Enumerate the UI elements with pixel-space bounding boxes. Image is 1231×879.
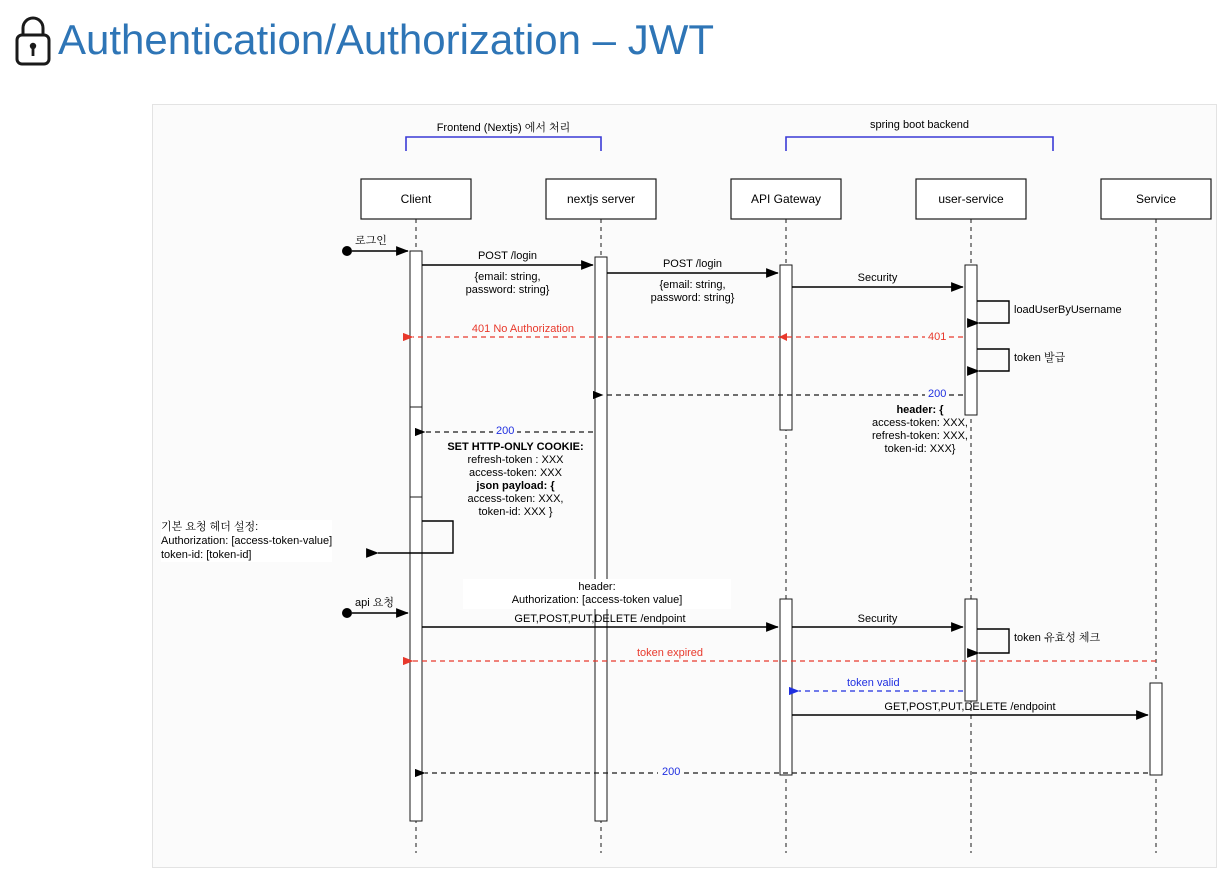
group-label-frontend: Frontend (Nextjs) 에서 처리 [436, 122, 571, 134]
message-label-token-validity-check: token 유효성 체크 [1014, 632, 1101, 644]
note-line3: token-id: [token-id] [161, 549, 252, 561]
message-label-200-b: 200 [493, 425, 517, 438]
note-default-request-header [161, 520, 332, 562]
message-label-api-request: api 요청 [355, 597, 394, 609]
page-title [14, 14, 714, 66]
message-label-header-block-line4: token-id: XXX} [884, 443, 956, 455]
message-label-cookie-line6: token-id: XXX } [478, 506, 553, 518]
message-label-cookie-line5: access-token: XXX, [467, 493, 564, 505]
message-label-post-login-1: POST /login [477, 250, 538, 262]
message-label-body-1-line2: password: string} [465, 284, 550, 296]
message-label-header-block-line2: access-token: XXX, [872, 417, 968, 429]
message-label-endpoint-1: GET,POST,PUT,DELETE /endpoint [514, 613, 686, 625]
participant-user-service: user-service [938, 192, 1004, 206]
message-label-body-2-line2: password: string} [650, 292, 735, 304]
note-line1: 기본 요청 헤더 설정: [161, 521, 259, 533]
message-label-login: 로그인 [355, 235, 387, 247]
message-label-header-block-line1: header: { [896, 404, 944, 416]
sequence-diagram-graphics [153, 105, 1218, 869]
message-label-header-auth: Authorization: [access-token value] [511, 594, 683, 606]
message-label-200-a: 200 [925, 388, 949, 401]
diagram-panel [152, 104, 1217, 868]
message-label-endpoint-2: GET,POST,PUT,DELETE /endpoint [884, 701, 1056, 713]
message-label-401-no-authorization: 401 No Authorization [471, 323, 575, 335]
message-label-cookie-line1: SET HTTP-ONLY COOKIE: [447, 441, 584, 453]
message-label-token-issue: token 발급 [1014, 352, 1066, 364]
message-label-body-1-line1: {email: string, [474, 271, 541, 283]
message-label-200-c: 200 [658, 766, 684, 779]
message-label-cookie-line3: access-token: XXX [469, 467, 562, 479]
participant-client: Client [400, 192, 432, 206]
message-label-post-login-2: POST /login [662, 258, 723, 270]
group-label-backend: spring boot backend [869, 119, 970, 131]
message-label-token-valid: token valid [843, 677, 904, 690]
message-label-cookie-line4: json payload: { [476, 480, 555, 492]
message-label-header-block-line3: refresh-token: XXX, [872, 430, 968, 442]
message-label-401: 401 [925, 331, 949, 344]
message-label-security-1: Security [857, 272, 898, 284]
message-label-cookie-line2: refresh-token : XXX [467, 454, 564, 466]
participant-nextjs-server: nextjs server [566, 192, 636, 206]
message-label-body-2-line1: {email: string, [659, 279, 726, 291]
message-label-security-2: Security [857, 613, 898, 625]
message-label-header-title: header: [578, 581, 616, 593]
participant-api-gateway: API Gateway [750, 192, 822, 206]
lock-icon [14, 14, 52, 66]
message-label-token-expired: token expired [633, 647, 707, 660]
participant-service: Service [1135, 192, 1176, 206]
page-title-text: Authentication/Authorization – JWT [58, 16, 715, 63]
note-line2: Authorization: [access-token-value] [161, 535, 333, 547]
message-label-loaduserbyusername: loadUserByUsername [1014, 304, 1122, 316]
